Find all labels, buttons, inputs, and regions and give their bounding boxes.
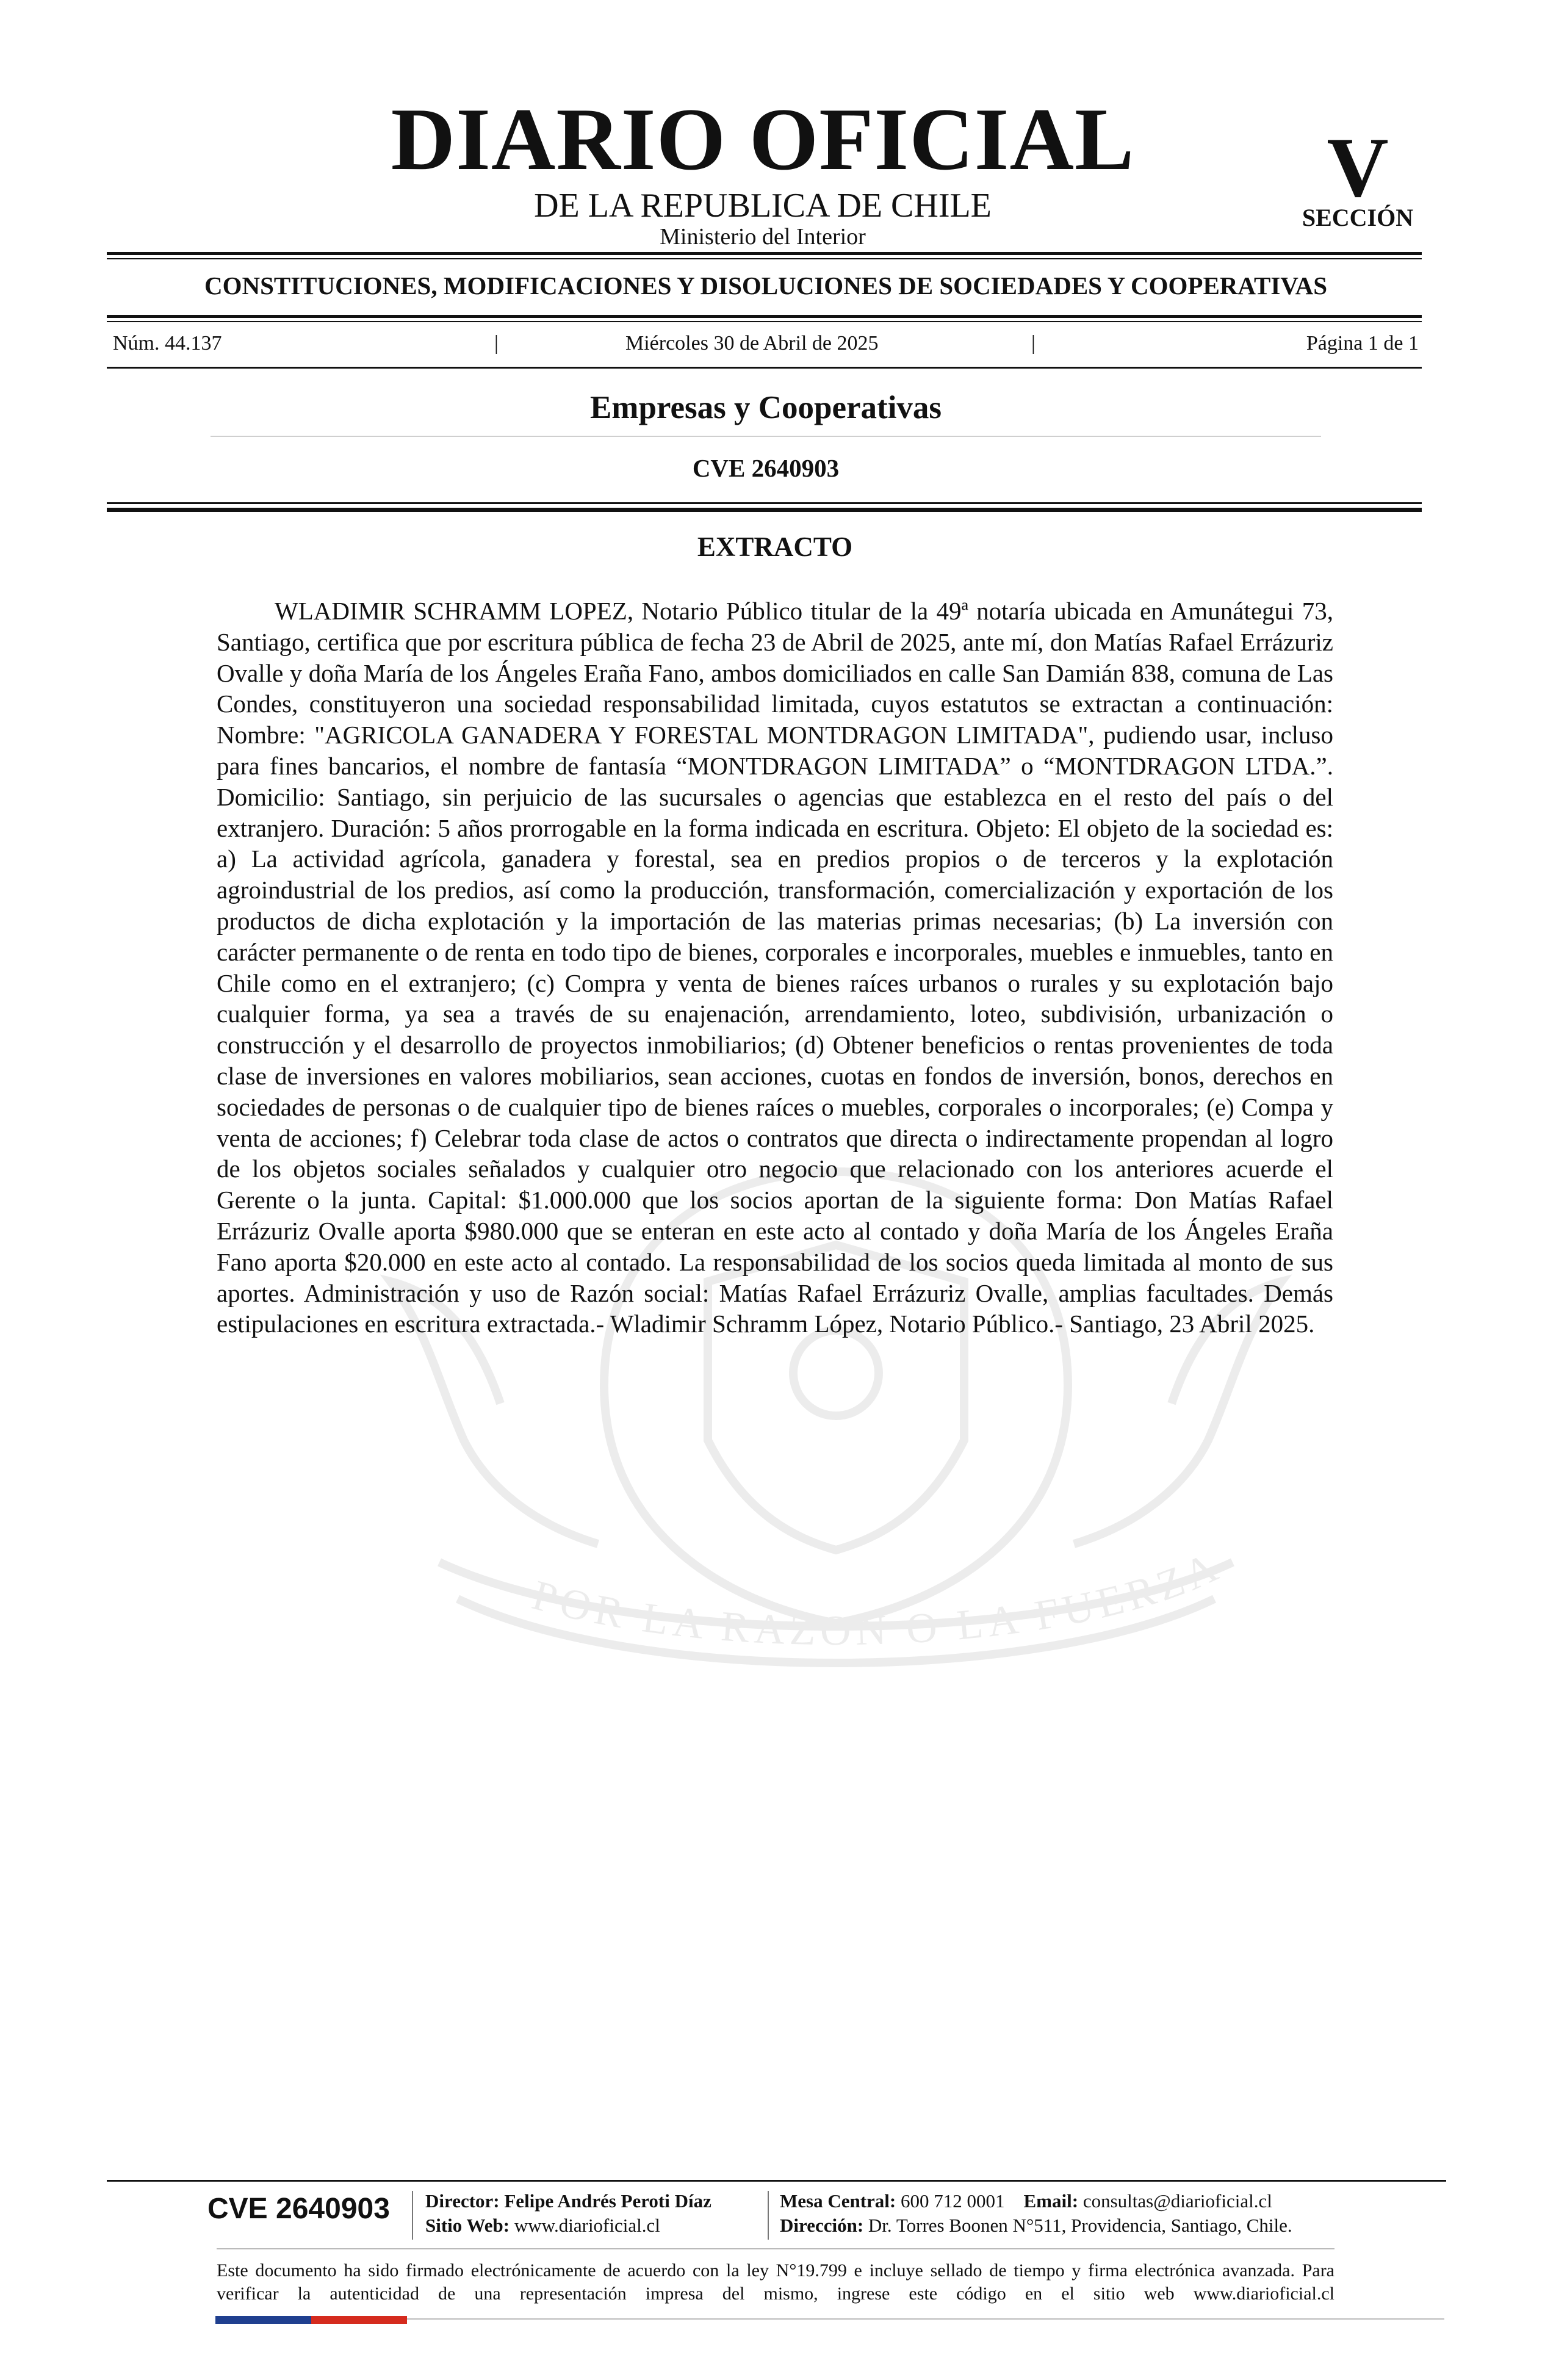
issue-page: Página 1 de 1 (1306, 332, 1419, 355)
footer-contact-right (780, 2189, 1292, 2238)
website-label: Sitio Web: (425, 2215, 510, 2236)
address-value: Dr. Torres Boonen N°511, Providencia, Santiago, Chile. (868, 2215, 1292, 2236)
section-label: SECCIÓN (1302, 204, 1414, 231)
cve-rule-thick (107, 508, 1422, 512)
issue-rule (107, 367, 1422, 369)
issue-separator: | (1031, 332, 1036, 355)
masthead-subtitle: DE LA REPUBLICA DE CHILE (534, 187, 992, 225)
watermark-motto: POR LA RAZON O LA FUERZA (527, 1542, 1229, 1655)
footer-divider (768, 2191, 769, 2240)
email-link[interactable]: consultas@diarioficial.cl (1082, 2190, 1272, 2212)
category-heading: CONSTITUCIONES, MODIFICACIONES Y DISOLUCIONES DE SOCIEDADES Y COOPERATIVAS (204, 272, 1328, 300)
svg-text:POR LA RAZON O LA FUERZA (527, 1542, 1229, 1654)
footer-note-rule (217, 2248, 1334, 2249)
issue-info-row (113, 332, 1419, 359)
footer-rule (107, 2180, 1446, 2182)
director-label: Director: (425, 2190, 500, 2212)
publication-section: Empresas y Cooperativas (589, 390, 942, 425)
issue-separator: | (494, 332, 499, 355)
cve-rule-thin (107, 502, 1422, 504)
website-link[interactable]: www.diarioficial.cl (514, 2215, 660, 2236)
category-rule-thick (107, 315, 1422, 318)
footer-signature-note: Este documento ha sido firmado electrónicamente de acuerdo con la ley N°19.799 e incluye sellado de tiempo y firma electrónica avanzada. Para verificar la autenticidad de una representación impresa del mismo, ingrese este código en el sitio web www.diarioficial.cl (217, 2260, 1334, 2304)
issue-date: Miércoles 30 de Abril de 2025 (625, 332, 879, 355)
address-label: Dirección: (780, 2215, 864, 2236)
footer-contact-left (425, 2189, 711, 2238)
masthead-title: DIARIO OFICIAL (391, 90, 1135, 189)
email-label: Email: (1023, 2190, 1079, 2212)
document-body: WLADIMIR SCHRAMM LOPEZ, Notario Público titular de la 49ª notaría ubicada en Amunátegui 73, Santiago, certifica que por escritura pública de fecha 23 de Abril de 2025, ante mí, don Matías Rafael Errázuriz Ovalle y doña María de los Ángeles Eraña Fano, ambos domiciliados en calle San Damián 838, comuna de Las Condes, constituyeron una sociedad responsabilidad limitada, cuyos estatutos se extractan a continuación: Nombre: "AGRICOLA GANADERA Y FORESTAL MONTDRAGON LIMITADA", pudiendo usar, incluso para fines bancarios, el nombre de fantasía “MONTDRAGON LIMITADA” o “MONTDRAGON LTDA.”. Domicilio: Santiago, sin perjuicio de las sucursales o agencias que establezca en el resto del país o del extranjero. Duración: 5 años prorrogable en la forma indicada en escritura. Objeto: El objeto de la sociedad es: a) La actividad agrícola, ganadera y forestal, sea en predios propios o de terceros y la explotación agroindustrial de los predios, así como la producción, transformación, comercialización y exportación de los productos de dicha explotación y la importación de las materias primas necesarias; (b) La inversión con carácter permanente o de renta en todo tipo de bienes, corporales e incorporales, muebles e inmuebles, tanto en Chile como en el extranjero; (c) Compra y venta de bienes raíces urbanos o rurales y su explotación bajo cualquier forma, ya sea a través de su enajenación, arrendamiento, loteo, subdivisión, urbanización o construcción y el desarrollo de proyectos inmobiliarios; (d) Obtener beneficios o rentas provenientes de toda clase de inversiones en valores mobiliarios, sean acciones, cuotas en fondos de inversión, bonos, derechos en sociedades de personas o de cualquier tipo de bienes raíces o muebles, corporales o incorporales; (e) Compa y venta de acciones; f) Celebrar toda clase de actos o contratos que directa o indirectamente propendan al logro de los objetos sociales señalados y cualquier otro negocio que relacionado con los anteriores acuerde el Gerente o la junta. Capital: $1.000.000 que los socios aportan de la siguiente forma: Don Matías Rafael Errázuriz Ovalle aporta $980.000 que se enteran en este acto al contado y doña María de los Ángeles Eraña Fano aporta $20.000 en este acto al contado. La responsabilidad de los socios queda limitada al monto de sus aportes. Administración y uso de Razón social: Matías Rafael Errázuriz Ovalle, amplias facultades. Demás estipulaciones en escritura extractada.- Wladimir Schramm López, Notario Público.- Santiago, 23 Abril 2025. (217, 597, 1333, 1338)
issue-number: Núm. 44.137 (113, 332, 222, 355)
masthead (391, 90, 1135, 250)
footer-divider (412, 2191, 413, 2240)
phone-number: 600 712 0001 (901, 2190, 1005, 2212)
phone-label: Mesa Central: (780, 2190, 896, 2212)
header-rule-top-thick (107, 252, 1422, 255)
section-indicator (1284, 120, 1431, 231)
flag-stripe-blue (215, 2316, 311, 2324)
section-thin-rule (211, 436, 1321, 437)
footer-bottom-rule (407, 2318, 1444, 2320)
footer-cve: CVE 2640903 (207, 2193, 390, 2225)
director-name: Felipe Andrés Peroti Díaz (504, 2190, 711, 2212)
masthead-ministry: Ministerio del Interior (660, 224, 866, 250)
section-roman: V (1327, 120, 1389, 215)
document-title: EXTRACTO (697, 532, 853, 562)
flag-stripe-red (311, 2316, 407, 2324)
cve-code: CVE 2640903 (692, 454, 840, 482)
header-rule-top-thin (107, 258, 1422, 259)
category-rule-thin (107, 321, 1422, 322)
